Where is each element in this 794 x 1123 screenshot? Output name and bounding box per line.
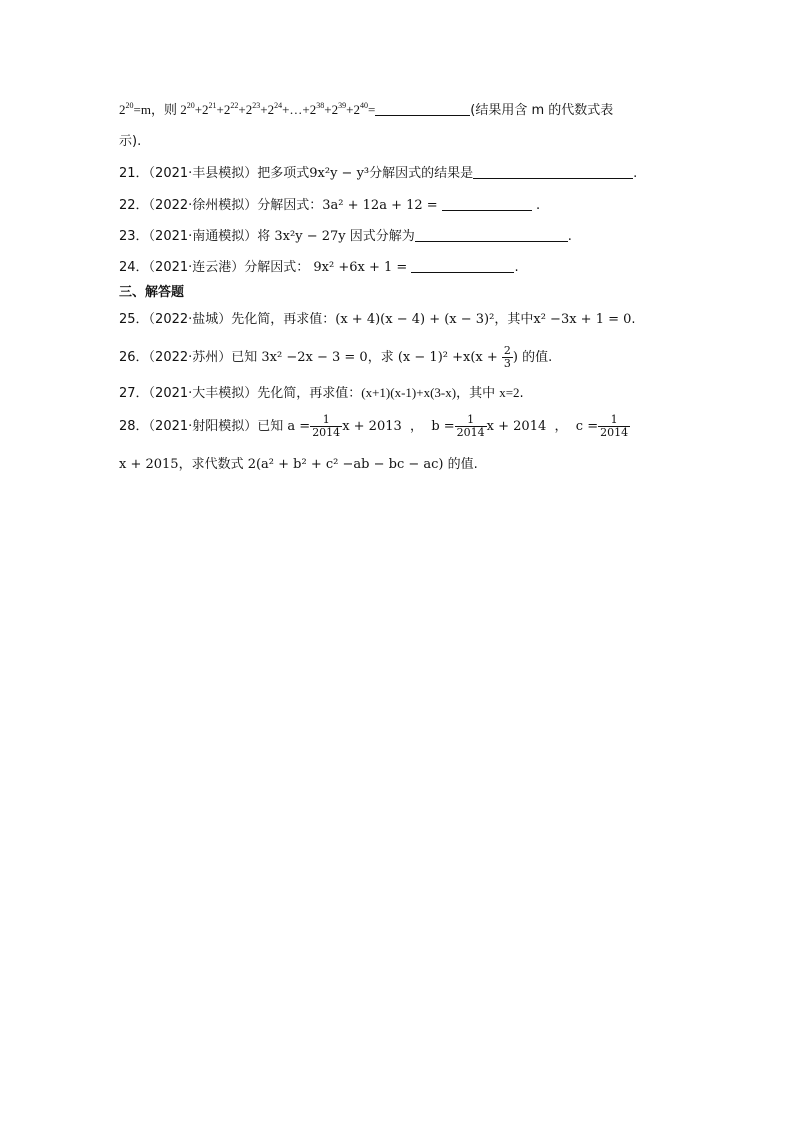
q27-mid: ，其中 (456, 386, 500, 401)
q28-b-frac-num: 1 (467, 413, 475, 426)
q27-line (119, 384, 524, 403)
q20-given: =m，则 (133, 102, 181, 117)
q28-b-rhs: x + 2014 (486, 419, 547, 434)
q28-sep-1: ， (410, 419, 424, 434)
q28-c-fraction (598, 414, 630, 439)
q23-answer-blank[interactable] (415, 228, 568, 242)
q27-end: . (519, 386, 524, 401)
q25-condition: x² −3x + 1 = 0 (533, 312, 632, 327)
q20-term: $2^{23}+$ (245, 101, 268, 117)
section-heading (119, 284, 184, 302)
q20-tail: (结果用含 m 的代数式表 (470, 103, 614, 118)
q23-expr: 3x²y − 27y (274, 229, 346, 244)
q28-a-rhs: x + 2013 (342, 419, 402, 434)
q23-line (119, 228, 572, 246)
q25-prefix: 25．（2022·盐城）先化简，再求值： (119, 312, 336, 327)
q20-term: $2^{20}+$ (180, 101, 203, 117)
q20-line2 (119, 133, 141, 151)
q25-line (119, 311, 636, 329)
q22-answer-blank[interactable] (442, 197, 532, 211)
q28-line2 (119, 456, 478, 474)
q28-line2-mid: ，求代数式 (178, 457, 248, 472)
q28-a-fraction (310, 414, 342, 439)
q26-prefix: 26．（2022·苏州）已知 (119, 350, 262, 365)
q25-expr: (x + 4)(x − 4) + (x − 3)² (335, 312, 495, 327)
q20-tail2: 示). (119, 134, 142, 149)
q26-frac-num: 2 (503, 344, 511, 357)
q22-line (119, 197, 540, 215)
q26-frac-den: 3 (503, 357, 511, 370)
q24-answer-blank[interactable] (411, 259, 514, 273)
q24-prefix: 24．（2021·连云港）分解因式： (119, 260, 314, 275)
q28-target-expr: 2(a² + b² + c² −ab − bc − ac) (247, 457, 444, 472)
q26-line (119, 345, 552, 370)
q23-prefix: 23．（2021·南通模拟）将 (119, 229, 275, 244)
q28-b-fraction (455, 414, 487, 439)
q20-term: $2^{22}+$ (223, 101, 246, 117)
q28-line (119, 414, 630, 439)
q26-end: 的值. (517, 350, 553, 365)
q24-end: . (514, 260, 519, 275)
q26-expr-b: ) (512, 350, 518, 365)
q22-prefix: 22．（2022·徐州模拟）分解因式： (119, 198, 323, 213)
q25-mid: ，其中 (494, 312, 534, 327)
q20-line (119, 101, 613, 120)
q23-suffix: 因式分解为 (345, 229, 415, 244)
q20-sum (180, 102, 375, 117)
q28-prefix: 28．（2021·射阳模拟）已知 (119, 419, 288, 434)
q25-end: . (631, 312, 636, 327)
q23-end: . (567, 229, 572, 244)
q28-c-rhs: x + 2015 (119, 457, 179, 472)
q21-answer-blank[interactable] (473, 165, 633, 179)
q26-fraction (502, 345, 513, 370)
q20-term: $2^{21}+$ (202, 101, 224, 117)
q22-expr: 3a² + 12a + 12 = (322, 198, 438, 213)
section-3-title: 三、解答题 (119, 285, 185, 300)
q21-end: . (633, 166, 638, 181)
q27-expr: (x+1)(x-1)+x(3-x) (361, 385, 457, 400)
q20-term: $2^{38}+$ (309, 101, 332, 117)
q26-condition: 3x² −2x − 3 = 0 (261, 350, 368, 365)
q21-suffix: 分解因式的结果是 (369, 166, 474, 181)
q28-b-frac-den: 2014 (456, 426, 485, 439)
q27-condition: x=2 (499, 385, 520, 400)
q20-answer-blank[interactable] (375, 102, 470, 116)
q24-line (119, 259, 519, 277)
q28-c-lhs: c = (575, 419, 599, 434)
q26-expr-a: (x − 1)² +x(x + (397, 350, 502, 365)
q20-term: $2^{24}+\dots+$ (267, 101, 310, 117)
q28-b-lhs: b = (431, 419, 455, 434)
q24-expr: 9x² +6x + 1 = (313, 260, 408, 275)
q21-prefix: 21．（2021·丰县模拟）把多项式 (119, 166, 310, 181)
q28-a-frac-den: 2014 (312, 426, 341, 439)
q28-c-frac-den: 2014 (600, 426, 629, 439)
q28-line2-end: 的值. (443, 457, 478, 472)
q21-expr: 9x²y − y³ (309, 166, 370, 181)
q28-a-frac-num: 1 (322, 413, 330, 426)
q26-mid: ，求 (367, 350, 398, 365)
q21-line (119, 165, 637, 183)
q28-sep-2: ， (554, 419, 568, 434)
q28-c-frac-num: 1 (610, 413, 618, 426)
q28-a-lhs: a = (287, 419, 311, 434)
q27-prefix: 27．（2021·大丰模拟）先化简，再求值： (119, 386, 362, 401)
q20-term: $2^{40}=$ (353, 101, 376, 117)
q20-lead: $2^{20}$ (119, 101, 134, 117)
q20-term: $2^{39}+$ (331, 101, 354, 117)
q22-end: . (535, 198, 541, 213)
